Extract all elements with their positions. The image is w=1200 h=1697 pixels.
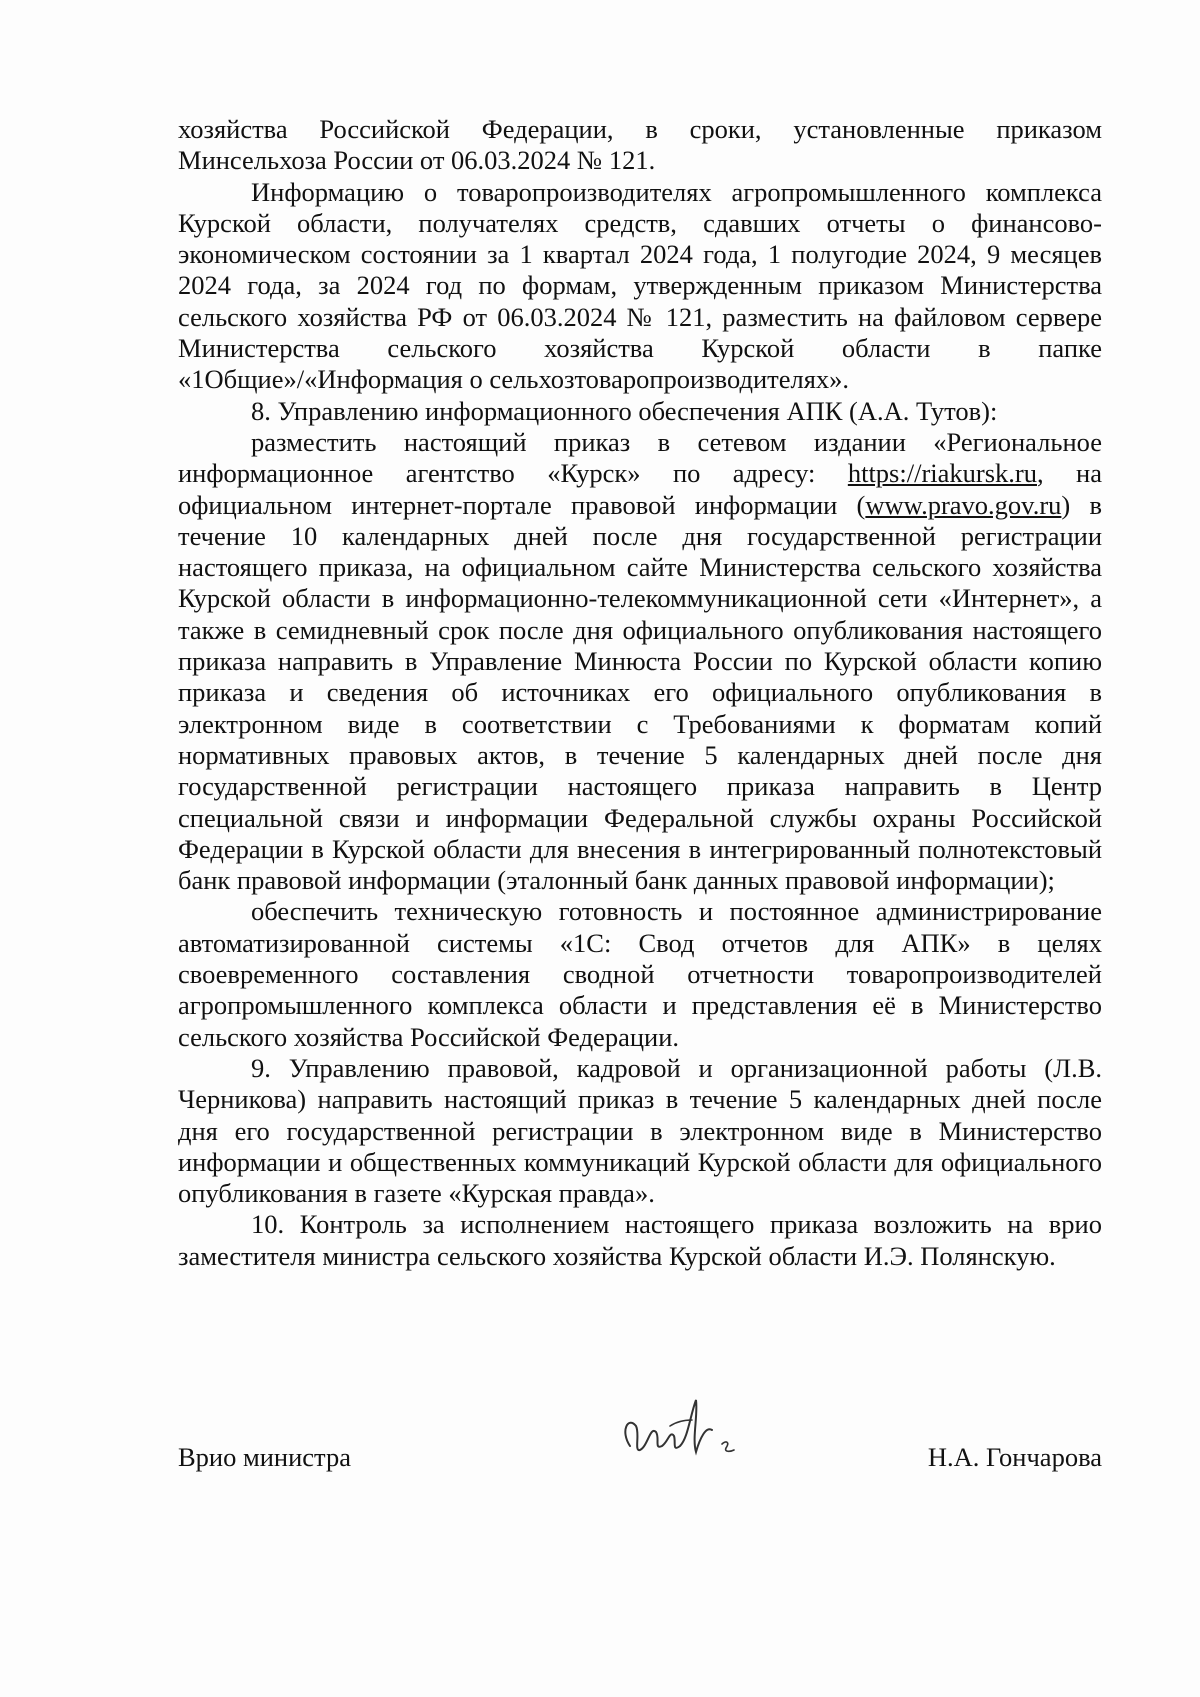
paragraph-6: 9. Управлению правовой, кадровой и организационной работы (Л.В. Черникова) направить настоящий приказ в течение 5 календарных дней после дня его государственной регистрации в электронном виде в Министерство информации и общественных коммуникаций Курской области для официального опубликования в газете «Курская правда». <box>178 1052 1102 1209</box>
paragraph-4-part-a: разместить настоящий приказ в сетевом издании «Региональное информационное агентство «Курск» по адресу: <box>178 426 1102 489</box>
position-title: Врио министра <box>178 1442 351 1472</box>
paragraph-7: 10. Контроль за исполнением настоящего приказа возложить на врио заместителя министра сельского хозяйства Курской области И.Э. Полянскую. <box>178 1209 1102 1271</box>
paragraph-1: хозяйства Российской Федерации, в сроки, установленные приказом Минсельхоза России от 06.03.2024 № 121. <box>178 114 1102 176</box>
paragraph-5: обеспечить техническую готовность и постоянное администрирование автоматизированной системы «1С: Свод отчетов для АПК» в целях своевременного составления сводной отчетности товаропроизводителей агропромышленного комплекса области и представления её в Министерство сельского хозяйства Российской Федерации. <box>178 896 1102 1052</box>
paragraph-4-part-c: ) в течение 10 календарных дней после дня государственной регистрации настоящего приказа, на официальном сайте Министерства сельского хозяйства Курской области в информационно-телекоммуникационной сети «Интернет», а также в семидневный срок после дня официального опубликования настоящего приказа направить в Управление Минюста России по Курской области копию приказа и сведения об источниках его официального опубликования в электронном виде в соответствии с Требованиями к форматам копий нормативных правовых актов, в течение 5 календарных дней после дня государственной регистрации настоящего приказа направить в Центр специальной связи и информации Федеральной службы охраны Российской Федерации в Курской области для внесения в интегрированный полнотекстовый банк правовой информации (эталонный банк данных правовой информации); <box>178 489 1102 896</box>
document-body <box>178 114 1102 1272</box>
pravo-link[interactable]: www.pravo.gov.ru <box>865 489 1062 520</box>
paragraph-2: Информацию о товаропроизводителях агропромышленного комплекса Курской области, получателях средств, сдавших отчеты о финансово-экономическом состоянии за 1 квартал 2024 года, 1 полугодие 2024, 9 месяцев 2024 года, за 2024 год по формам, утвержденным приказом Министерства сельского хозяйства РФ от 06.03.2024 № 121, разместить на файловом сервере Министерства сельского хозяйства Курской области в папке «1Общие»/«Информация о сельхозтоваропроизводителях». <box>178 176 1102 395</box>
signature-block <box>178 1432 1102 1492</box>
paragraph-4-part-b: , на официальном интернет-портале правовой информации ( <box>178 458 1102 520</box>
paragraph-3: 8. Управлению информационного обеспечения АПК (А.А. Тутов): <box>251 395 998 426</box>
riakursk-link[interactable]: https://riakursk.ru <box>847 458 1037 489</box>
paragraph-4 <box>178 427 1102 896</box>
handwritten-signature <box>610 1386 760 1486</box>
signatory-name: Н.А. Гончарова <box>927 1442 1102 1472</box>
